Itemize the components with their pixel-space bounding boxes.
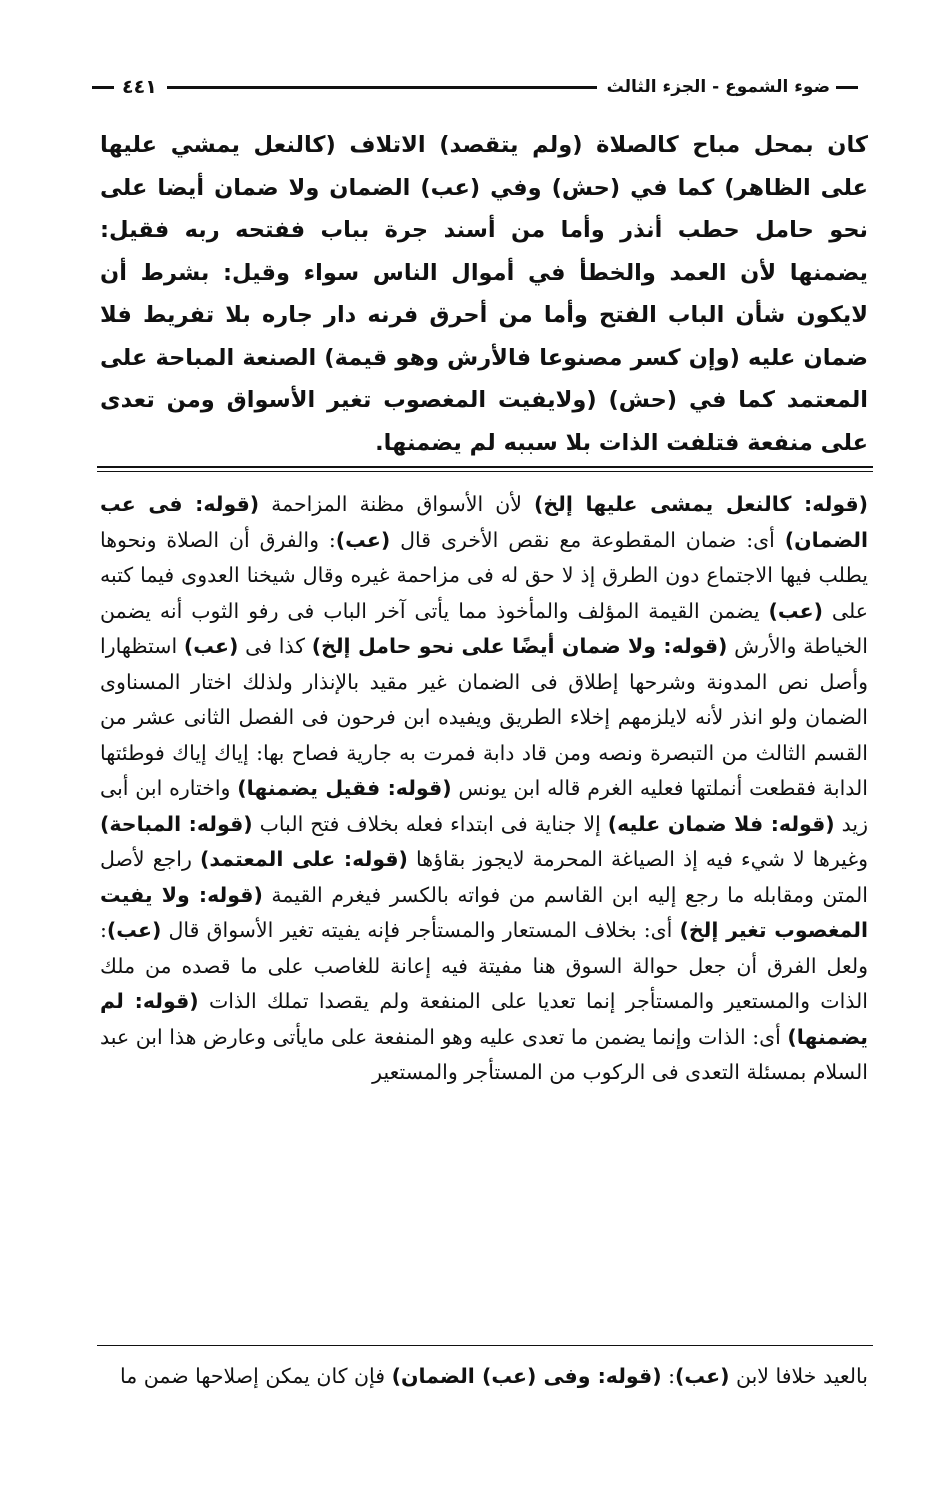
commentary-lemma: (قوله: على المعتمد) bbox=[200, 847, 408, 871]
header-dash-end bbox=[92, 86, 114, 89]
footnote-lemma: (قوله: وفى (عب) الضمان) bbox=[391, 1364, 662, 1388]
main-text: كان بمحل مباح كالصلاة (ولم يتقصد) الاتلاف (كالنعل يمشي عليها على الظاهر) كما في (حش) وفي (عب) الضمان ولا ضمان أيضا على نحو حامل حطب أنذر وأما من أسند جرة بباب ففتحه ربه فقيل: يضمنها لأن العمد والخطأ في أموال الناس سواء وقيل: بشرط أن لايكون شأن الباب الفتح وأما من أحرق فرنه دار جاره بلا تفريط فلا ضمان عليه (وإن كسر مصنوعا فالأرش وهو قيمة) الصنعة المباحة على المعتمد كما في (حش) (ولايفيت المغصوب تغير الأسواق ومن تعدى على منفعة فتلفت الذات بلا سببه لم يضمنها. bbox=[100, 132, 868, 456]
commentary-lemma: (قوله: المباحة) bbox=[100, 811, 253, 836]
commentary-lemma: (قوله: ولا ضمان أيضًا على نحو حامل إلخ) bbox=[311, 634, 728, 658]
commentary-lemma: (عب) bbox=[106, 918, 162, 942]
commentary-segment: يضمن القيمة المؤلف والمأخوذ مما يأتى آخر الباب فى رفو الثوب أنه يضمن الخياطة والأرش bbox=[100, 598, 869, 658]
commentary-lemma: (عب) bbox=[335, 527, 391, 552]
section-divider-thin bbox=[97, 471, 873, 472]
commentary-segment: أى: ضمان المقطوعة مع نقص الأخرى قال bbox=[390, 527, 785, 552]
header-dash bbox=[836, 86, 858, 89]
commentary-segment: : والفرق أن الصلاة ونحوها يطلب فيها الاجتماع دون الطرق إذ لا حق له فى مزاحمة غيره وقال شيخنا العدوى فيما كتبه على bbox=[100, 527, 869, 623]
running-title: ضوء الشموع - الجزء الثالث bbox=[606, 77, 830, 97]
commentary-lemma: (قوله: لم يضمنها) bbox=[100, 989, 868, 1049]
commentary-segment: إلا جناية فى ابتداء فعله بخلاف فتح الباب bbox=[252, 811, 608, 836]
page-header bbox=[92, 72, 858, 102]
commentary-segment: كذا فى bbox=[238, 634, 312, 658]
page-number: ٤٤١ bbox=[122, 76, 157, 98]
commentary-text bbox=[100, 487, 868, 1091]
commentary-segment: واختاره ابن أبى زيد bbox=[100, 776, 868, 836]
commentary-segment: استظهارا وأصل نص المدونة وشرحها إطلاق فى الضمان غير مقيد بالإنذار ولذلك اختار المسناوى الضمان ولو انذر لأنه لايلزمهم إخلاء الطريق ويفيده ابن فرحون فى الفصل الثانى عشر من القسم الثالث من التبصرة ونصه ومن قاد دابة فمرت به جارية فصاح بها: إياك إياك فوطئتها الدابة فقطعت أنملتها فعليه الغرم قاله ابن يونس bbox=[100, 634, 868, 800]
footnote-segment: بالعيد خلافا لابن bbox=[729, 1364, 868, 1388]
section-divider bbox=[97, 466, 873, 468]
commentary-segment: لأن الأسواق مظنة المزاحمة bbox=[259, 492, 535, 516]
footnote-lemma: (عب) bbox=[675, 1364, 730, 1388]
header-rule bbox=[167, 86, 597, 89]
footnote-rule bbox=[97, 1345, 873, 1346]
footnote-segment: فإن كان يمكن إصلاحها ضمن ما bbox=[120, 1364, 392, 1388]
commentary-lemma: (قوله: فقيل يضمنها) bbox=[237, 776, 452, 800]
commentary-segment: وغيرها لا شيء فيه إذ الصياغة المحرمة لايجوز بقاؤها bbox=[407, 847, 868, 871]
footnote-segment: : bbox=[661, 1364, 675, 1388]
commentary-lemma: (قوله: فى عب الضمان) bbox=[100, 492, 868, 552]
commentary-lemma: (عب) bbox=[183, 634, 239, 658]
commentary-segment: راجع لأصل المتن ومقابله ما رجع إليه ابن القاسم من فواته بالكسر فيغرم القيمة bbox=[100, 847, 868, 907]
commentary-segment: : ولعل الفرق أن جعل حوالة السوق هنا مفيتة فيه إعانة للغاصب على ما قصده من ملك الذات والمستعير والمستأجر إنما تعديا على المنفعة ولم يقصدا تملك الذات bbox=[100, 918, 868, 1013]
commentary-lemma: (قوله: ولا يفيت المغصوب تغير إلخ) bbox=[100, 882, 868, 942]
commentary-segment: أى: بخلاف المستعار والمستأجر فإنه يفيته تغير الأسواق قال bbox=[161, 918, 680, 942]
commentary-lemma: (عب) bbox=[768, 598, 823, 623]
commentary-lemma: (قوله: فلا ضمان عليه) bbox=[607, 811, 835, 836]
footnote-text bbox=[100, 1358, 868, 1394]
commentary-lemma: (قوله: كالنعل يمشى عليها إلخ) bbox=[534, 492, 868, 516]
commentary-segment: أى: الذات وإنما يضمن ما تعدى عليه وهو المنفعة على مايأتى وعارض هذا ابن عبد السلام بمسئلة التعدى فى الركوب من المستأجر والمستعير bbox=[100, 1024, 868, 1084]
